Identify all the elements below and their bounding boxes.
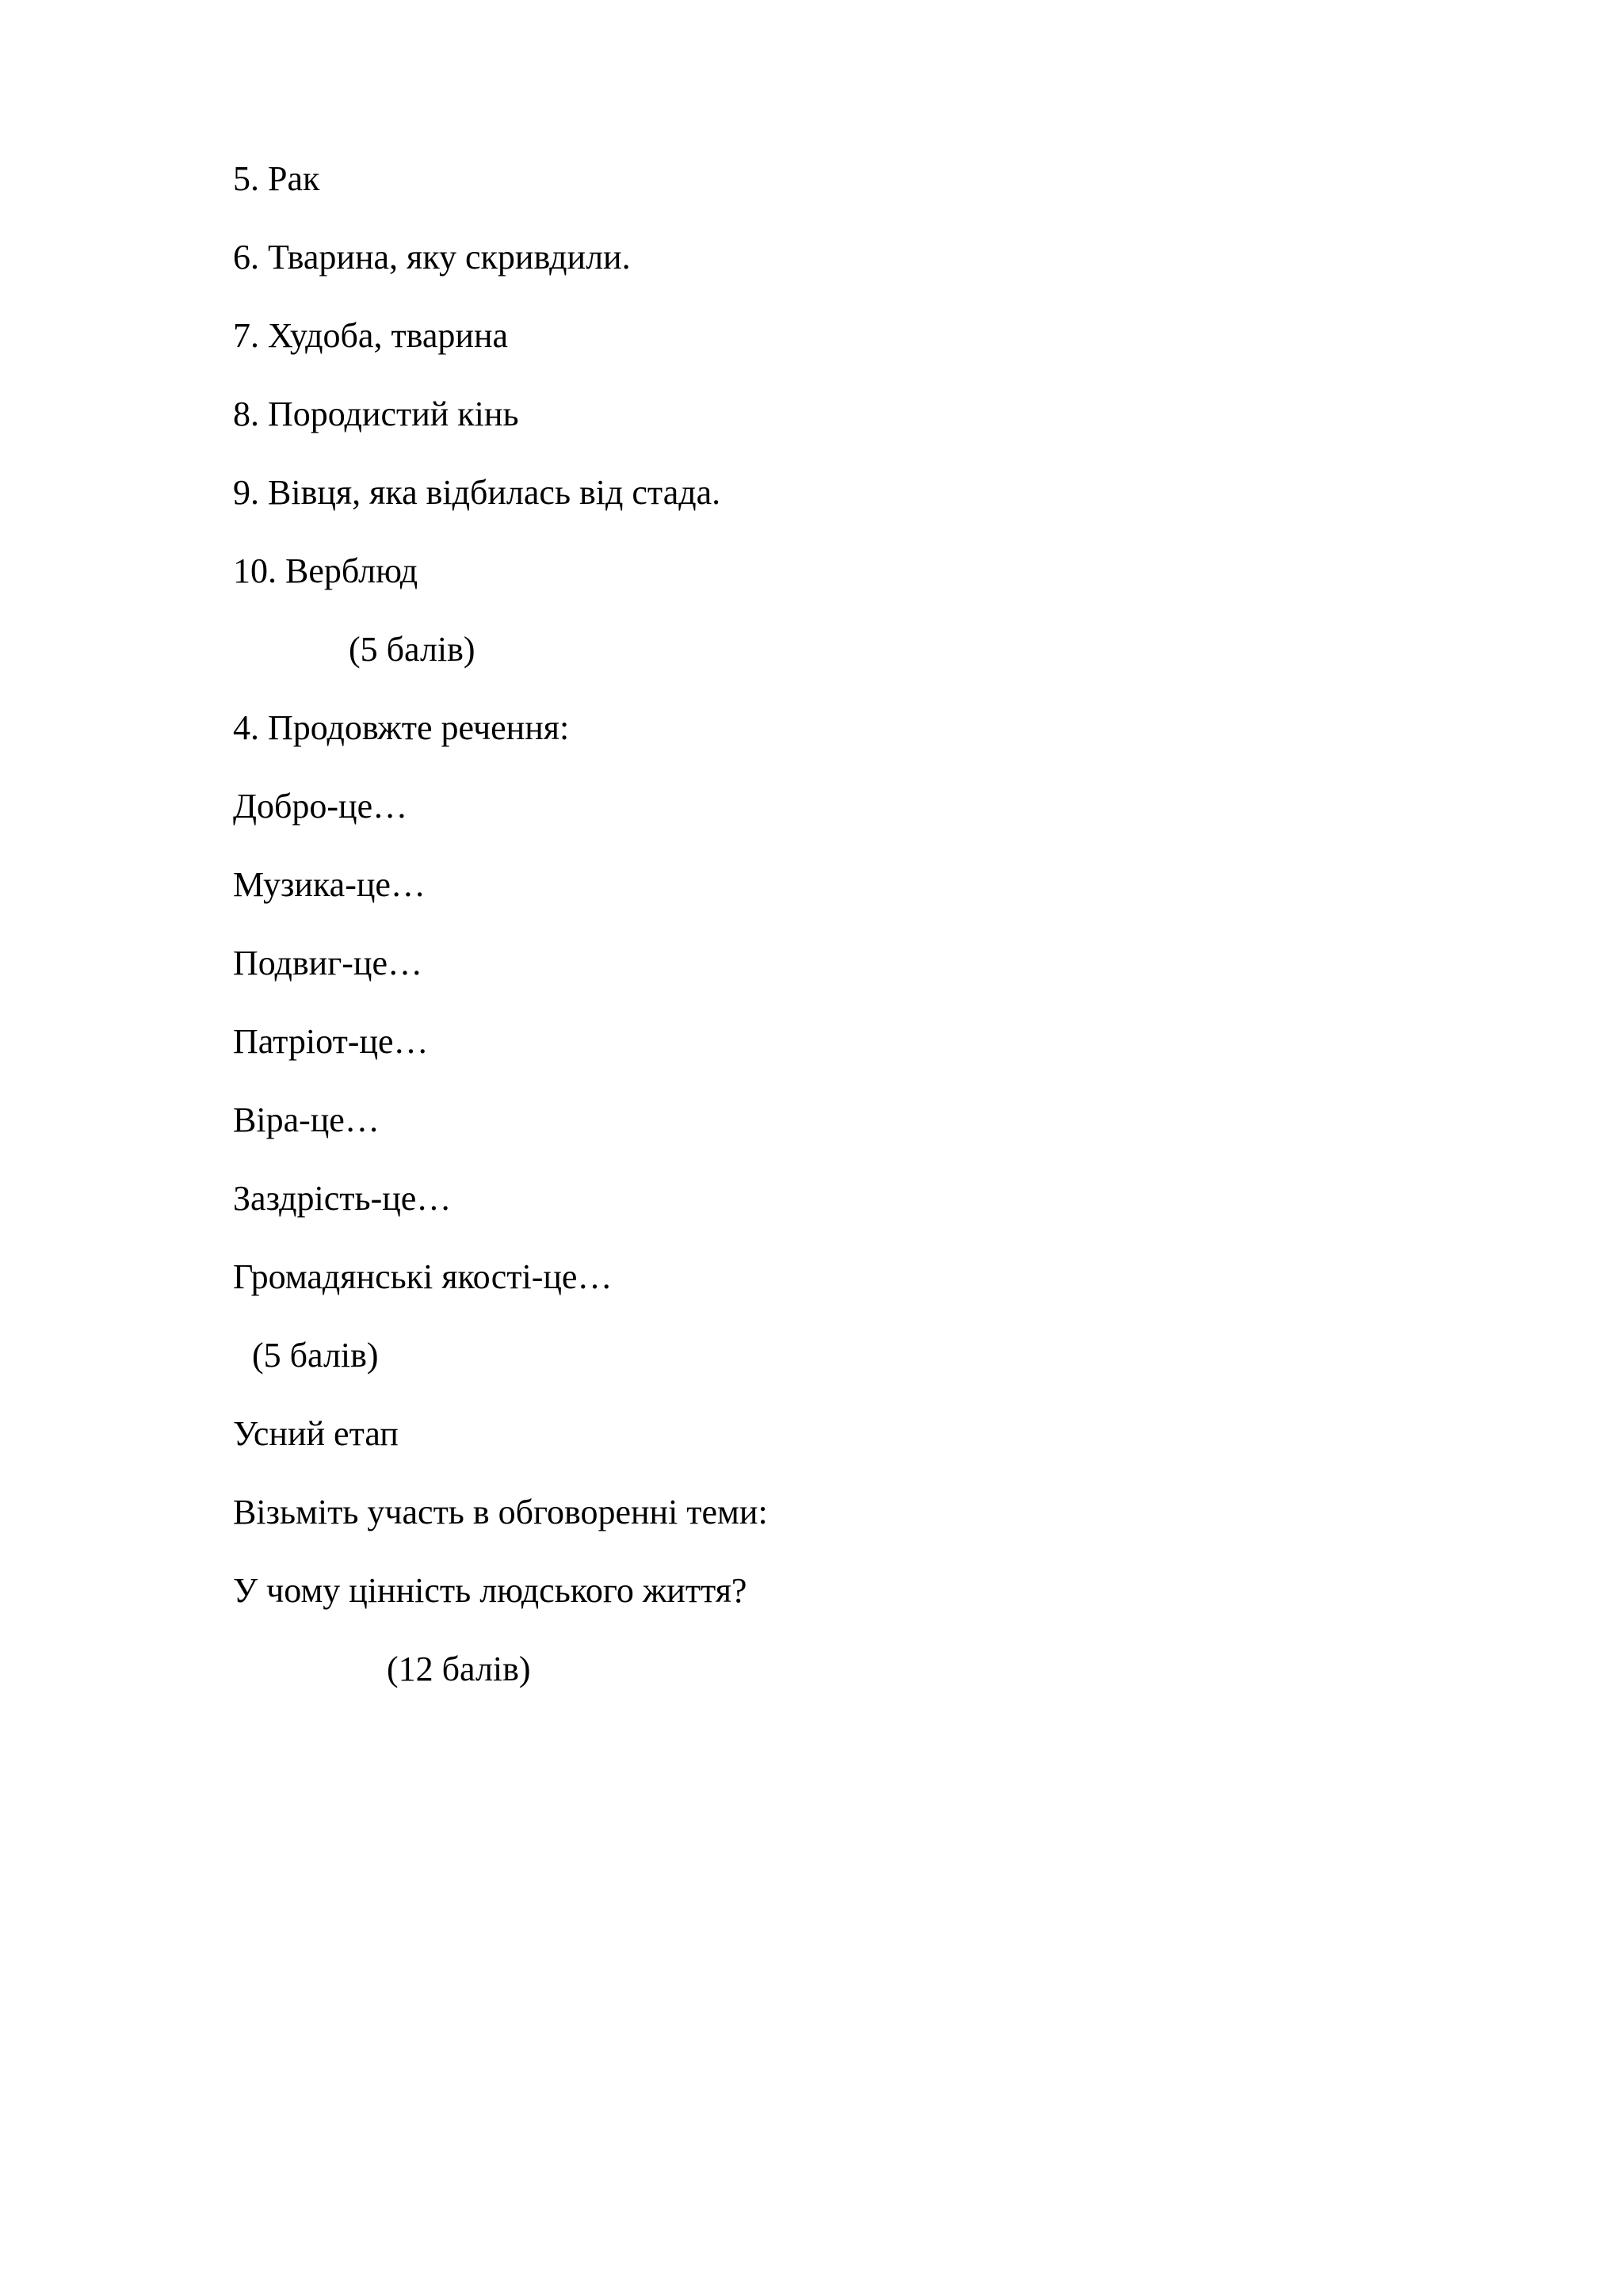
sentence-prompt: Заздрість-це… bbox=[233, 1179, 452, 1218]
sentence-prompt: Віра-це… bbox=[233, 1100, 380, 1139]
list-item: 5. Рак bbox=[233, 159, 320, 198]
score-label: (5 балів) bbox=[252, 1336, 379, 1375]
list-item: 7. Худоба, тварина bbox=[233, 316, 509, 355]
sentence-prompt: Патріот-це… bbox=[233, 1022, 429, 1061]
instruction-text: Візьміть участь в обговоренні теми: bbox=[233, 1493, 768, 1531]
section-title: Усний етап bbox=[233, 1414, 399, 1453]
list-item: 8. Породистий кінь bbox=[233, 395, 519, 433]
score-label: (5 балів) bbox=[349, 630, 475, 669]
sentence-prompt: Музика-це… bbox=[233, 865, 426, 904]
task-heading: 4. Продовжте речення: bbox=[233, 708, 570, 747]
sentence-prompt: Добро-це… bbox=[233, 787, 408, 826]
list-item: 9. Вівця, яка відбилась від стада. bbox=[233, 473, 721, 512]
discussion-question: У чому цінність людського життя? bbox=[233, 1571, 747, 1610]
score-label: (12 балів) bbox=[387, 1650, 531, 1688]
sentence-prompt: Громадянські якості-це… bbox=[233, 1257, 613, 1296]
list-item: 6. Тварина, яку скривдили. bbox=[233, 238, 631, 277]
list-item: 10. Верблюд bbox=[233, 551, 418, 590]
sentence-prompt: Подвиг-це… bbox=[233, 944, 422, 982]
